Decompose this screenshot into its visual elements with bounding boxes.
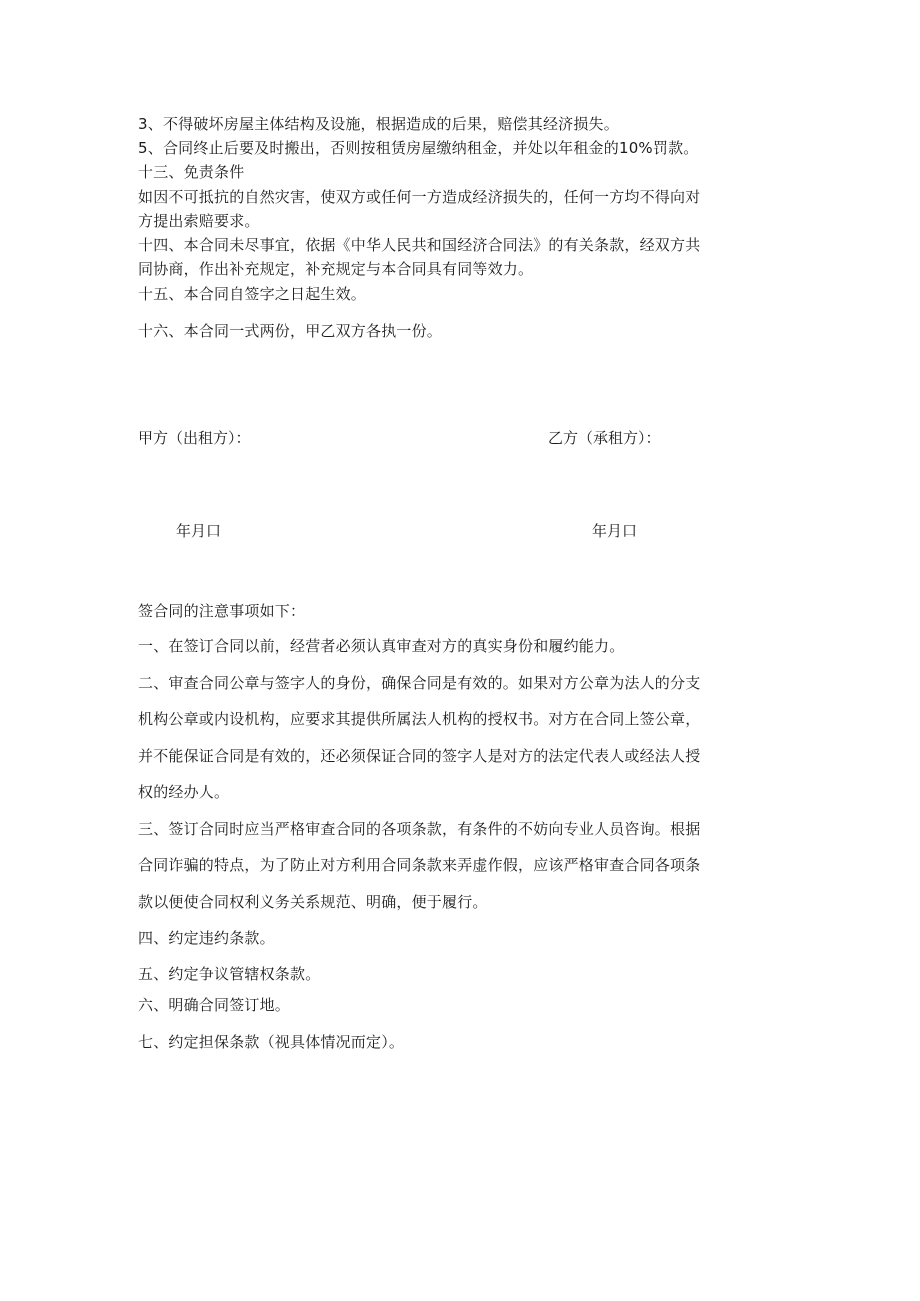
clause-3: 3、不得破坏房屋主体结构及设施，根据造成的后果，赔偿其经济损失。: [138, 115, 619, 133]
section-16: 十六、本合同一式两份，甲乙双方各执一份。: [138, 322, 443, 340]
party-b-date: 年月口: [592, 522, 638, 540]
note-7: 七、约定担保条款（视具体情况而定）。: [138, 1033, 405, 1051]
note-3-line-2: 合同诈骗的特点，为了防止对方利用合同条款来弄虚作假，应该严格审查合同各项条: [138, 856, 701, 874]
section-14-line-1: 十四、本合同未尽事宜，依据《中华人民共和国经济合同法》的有关条款，经双方共: [138, 236, 701, 254]
clause-5: 5、合同终止后要及时搬出，否则按租赁房屋缴纳租金，并处以年租金的10%罚款。: [138, 139, 699, 157]
party-a-date: 年月口: [176, 522, 222, 540]
note-1: 一、在签订合同以前，经营者必须认真审查对方的真实身份和履约能力。: [138, 637, 625, 655]
section-14-line-2: 同协商，作出补充规定，补充规定与本合同具有同等效力。: [138, 260, 534, 278]
note-2-line-3: 并不能保证合同是有效的，还必须保证合同的签字人是对方的法定代表人或经法人授: [138, 747, 701, 765]
section-13-title: 十三、免责条件: [138, 163, 245, 181]
note-6: 六、明确合同签订地。: [138, 996, 291, 1014]
section-15: 十五、本合同自签字之日起生效。: [138, 285, 367, 303]
note-4: 四、约定违约条款。: [138, 929, 275, 947]
note-3-line-3: 款以便使合同权利义务关系规范、明确，便于履行。: [138, 893, 488, 911]
notes-heading: 签合同的注意事项如下：: [138, 602, 306, 620]
section-13-body-line-2: 方提出索赔要求。: [138, 212, 260, 230]
section-13-body-line-1: 如因不可抵抗的自然灾害，使双方或任何一方造成经济损失的，任何一方均不得向对: [138, 188, 701, 206]
party-b-label: 乙方（承租方）：: [548, 429, 661, 447]
note-2-line-1: 二、审查合同公章与签字人的身份，确保合同是有效的。如果对方公章为法人的分支: [138, 674, 701, 692]
note-2-line-4: 权的经办人。: [138, 783, 230, 801]
note-3-line-1: 三、签订合同时应当严格审查合同的各项条款，有条件的不妨向专业人员咨询。根据: [138, 820, 701, 838]
note-2-line-2: 机构公章或内设机构，应要求其提供所属法人机构的授权书。对方在合同上签公章，: [138, 710, 701, 728]
party-a-label: 甲方（出租方）：: [138, 429, 251, 447]
note-5: 五、约定争议管辖权条款。: [138, 965, 321, 983]
